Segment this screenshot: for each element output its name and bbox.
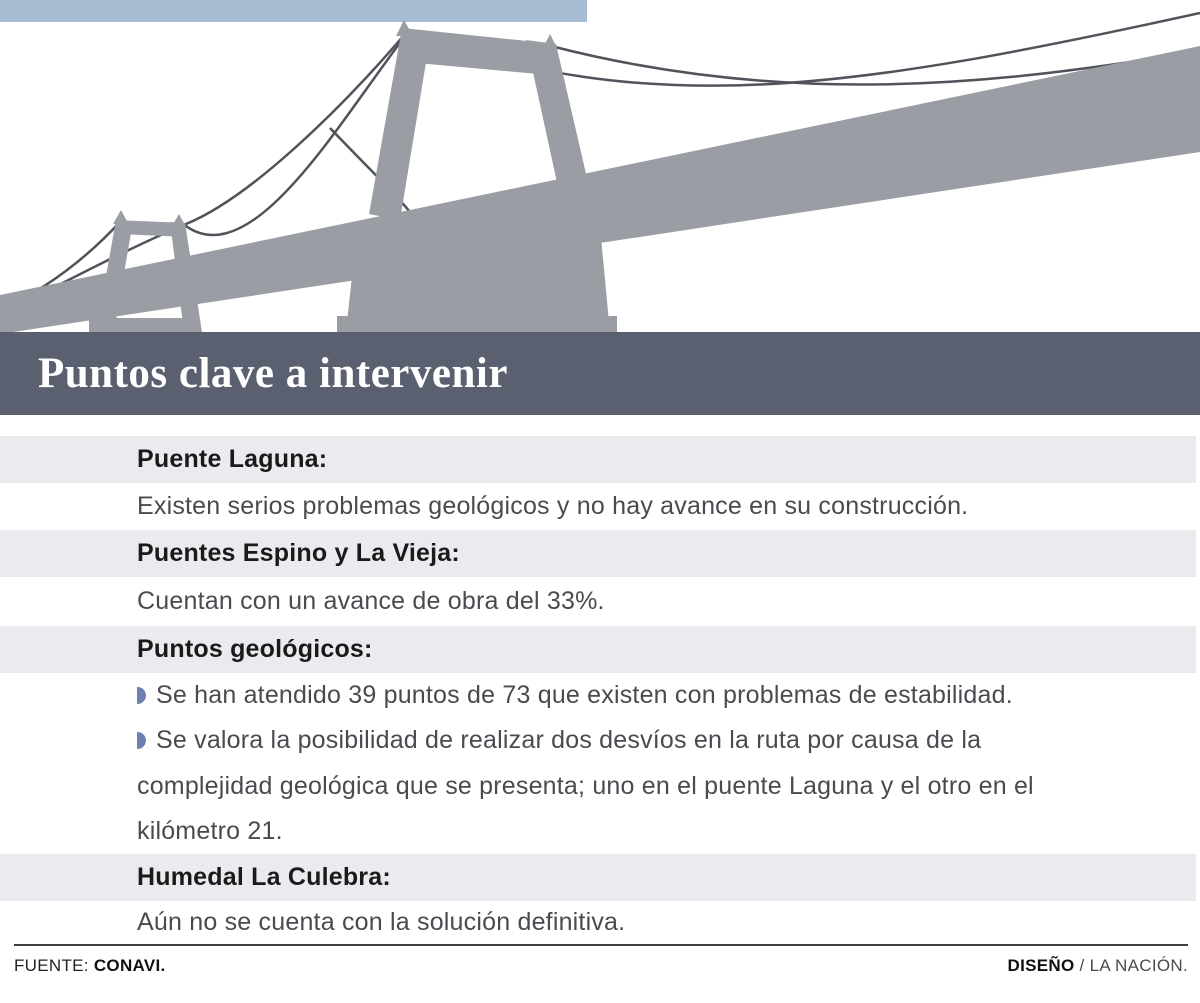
- footer: [14, 954, 1188, 978]
- section-label: Humedal La Culebra:: [137, 863, 391, 891]
- section-text: Existen serios problemas geológicos y no hay avance en su construcción.: [137, 492, 969, 520]
- bullet-list: [0, 673, 1196, 854]
- title-band: [0, 332, 1200, 415]
- bullet-text: complejidad geológica que se presenta; uno en el puente Laguna y el otro en el: [137, 771, 1034, 800]
- small-tower-right-cap: [172, 214, 186, 227]
- section-text: Aún no se cuenta con la solución definitiva.: [137, 907, 626, 936]
- footer-divider: [14, 944, 1188, 946]
- footer-design: [1008, 956, 1188, 976]
- section-row-puente-laguna: [0, 436, 1196, 483]
- section-body-puente-laguna: [0, 483, 1196, 530]
- section-text: Cuentan con un avance de obra del 33%.: [137, 587, 605, 615]
- half-circle-bullet-icon: [137, 732, 146, 749]
- bullet-item: [137, 673, 1196, 718]
- bullet-item-continuation: [137, 809, 1196, 854]
- section-row-humedal: [0, 854, 1196, 901]
- small-tower-left-cap: [113, 210, 129, 225]
- main-tower-crossbar: [402, 28, 560, 76]
- half-circle-bullet-icon: [137, 687, 146, 704]
- bullet-text: Se valora la posibilidad de realizar dos desvíos en la ruta por causa de la: [156, 726, 982, 755]
- section-body-puentes-espino: [0, 577, 1196, 626]
- bullet-item: [137, 718, 1196, 763]
- section-body-humedal: [0, 901, 1196, 943]
- section-row-puentes-espino: [0, 530, 1196, 577]
- page-title: Puntos clave a intervenir: [38, 350, 508, 397]
- footer-source-value: CONAVI.: [93, 956, 166, 975]
- section-row-puntos-geologicos: [0, 626, 1196, 673]
- footer-source-label: FUENTE:: [14, 956, 94, 975]
- footer-design-value: / LA NACIÓN.: [1074, 956, 1188, 975]
- section-label: Puntos geológicos:: [137, 635, 373, 663]
- footer-design-label: DISEÑO: [1007, 956, 1075, 975]
- section-label: Puentes Espino y La Vieja:: [137, 539, 460, 567]
- main-tower-right-cap: [543, 34, 558, 50]
- footer-source: [14, 956, 166, 976]
- bridge-illustration: [0, 0, 1200, 334]
- bullet-text: Se han atendido 39 puntos de 73 que existen con problemas de estabilidad.: [156, 681, 1013, 710]
- bullet-item-continuation: [137, 764, 1196, 809]
- main-tower-left-cap: [396, 20, 413, 36]
- bullet-text: kilómetro 21.: [137, 816, 283, 845]
- section-label: Puente Laguna:: [137, 445, 328, 473]
